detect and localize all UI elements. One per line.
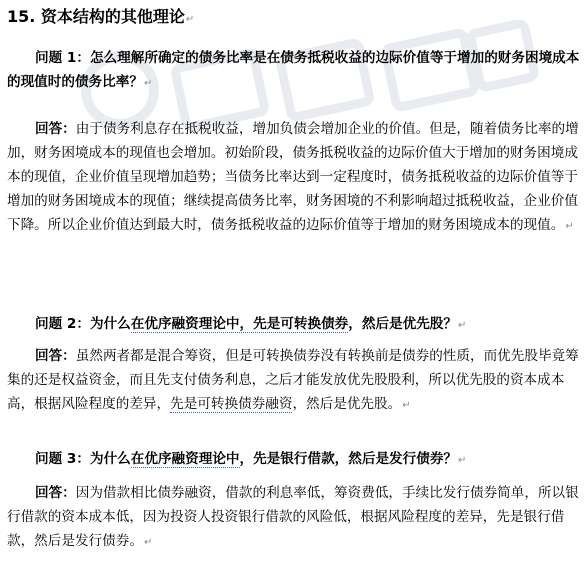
answer-label: 回答：: [35, 121, 76, 137]
question-2-text-start: 问题 2：为什么: [35, 316, 131, 332]
question-2-underlined: 在优序融资理论中，先是可转换债券: [130, 316, 349, 332]
question-3-text-start: 问题 3：为什么: [35, 451, 131, 467]
return-mark: ↵: [143, 536, 153, 548]
question-2-text-end: ，然后是优先股？: [348, 316, 458, 332]
answer-2: [7, 345, 581, 418]
question-3-text-end: ，先是银行借款，然后是发行债券？: [239, 451, 458, 467]
return-mark: ↵: [143, 77, 153, 89]
section-heading: [7, 6, 194, 31]
return-mark: ↵: [458, 455, 467, 466]
answer-1: [7, 118, 581, 239]
question-1-text: 问题 1：怎么理解所确定的债务比率是在债务抵税收益的边际价值等于增加的财务困境成本的现值时的债务比率？: [7, 50, 580, 90]
answer-1-text: 由于债务利息存在抵税收益，增加负债会增加企业的价值。但是，随着债务比率的增加，财务困境成本的现值也会增加。初始阶段，债务抵税收益的边际价值大于增加的财务困境成本的现值，企业价值呈现增加趋势；当债务比率达到一定程度时，债务抵税收益的边际价值等于增加的财务困境成本的现值；继续提高债务比率，财务困境的不利影响超过抵税收益，企业价值下降。所以企业价值达到最大时，债务抵税收益的边际价值等于增加的财务困境成本的现值。: [7, 121, 579, 233]
answer-2-text-start: 虽然两者都是混合筹资，但是可转换债券没有转换前是债券的性质，而优先股毕竟筹集的还是权益资金，而且先支付债务利息，之后才能发放优先股股利，所以优先股的资本成本高，根据风险程度的差异，: [7, 348, 579, 412]
question-1: [7, 47, 581, 96]
question-3-underlined: 在优序融资理论中: [130, 451, 240, 467]
answer-label: 回答：: [35, 348, 76, 364]
answer-label: 回答：: [35, 485, 76, 501]
question-2: [7, 313, 581, 338]
answer-2-text-end: ，然后是优先股。: [292, 395, 402, 412]
return-mark: ↵: [565, 220, 574, 232]
return-mark: ↵: [185, 14, 195, 25]
section-title: 15. 资本结构的其他理论: [7, 7, 185, 26]
answer-3: [7, 482, 581, 555]
question-3: [7, 448, 581, 473]
return-mark: ↵: [458, 320, 467, 331]
return-mark: ↵: [402, 399, 411, 411]
answer-2-underlined: 先是可转换债券融资: [170, 395, 293, 412]
answer-3-text: 因为借款相比债券融资，借款的利息率低，筹资费低，手续比发行债券简单，所以银行借款的资本成本低，因为投资人投资银行借款的风险低，根据风险程度的差异，先是银行借款，然后是发行债券。: [7, 485, 579, 549]
